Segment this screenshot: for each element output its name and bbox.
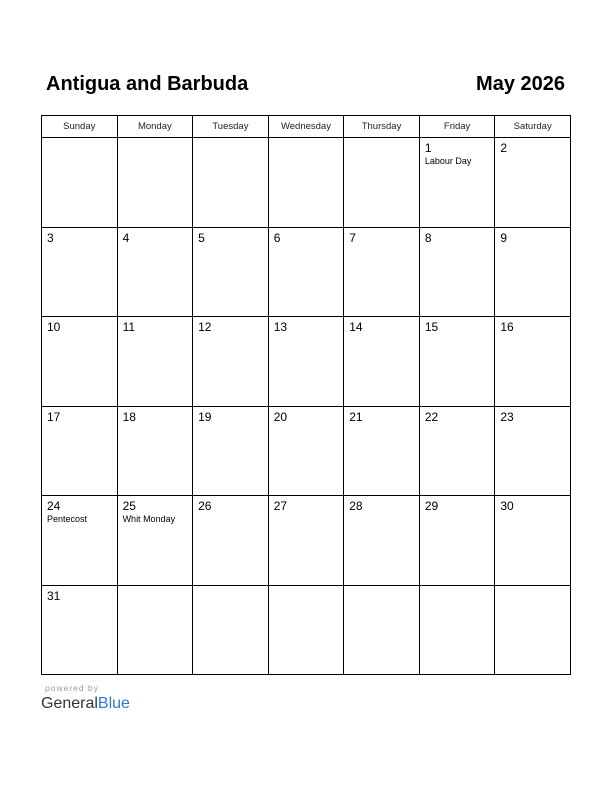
calendar-country-title: Antigua and Barbuda (46, 73, 249, 95)
calendar-day-cell (42, 406, 118, 496)
calendar-day-cell (268, 227, 344, 317)
calendar-day-cell (268, 496, 344, 586)
holiday-label: Labour Day (424, 156, 472, 166)
calendar-day-cell (495, 227, 571, 317)
calendar-day-cell (344, 585, 420, 675)
holiday-label: Whit Monday (122, 514, 176, 524)
calendar-day-cell (268, 585, 344, 675)
calendar-day-cell (419, 496, 495, 586)
calendar-day-cell (42, 227, 118, 317)
day-number: 8 (424, 230, 432, 245)
calendar-month-title: May 2026 (476, 73, 565, 95)
day-number: 17 (47, 409, 61, 424)
day-number: 4 (122, 230, 130, 245)
day-number: 2 (500, 141, 508, 155)
calendar-day-cell (193, 317, 269, 407)
weekday-header: Friday (419, 116, 495, 138)
brand-general-text: General (41, 695, 98, 712)
calendar-day-cell (344, 317, 420, 407)
calendar-week-row (42, 138, 571, 228)
brand-blue-text: Blue (97, 695, 130, 712)
calendar-day-cell (419, 317, 495, 407)
calendar-day-cell (117, 585, 193, 675)
day-number: 23 (500, 409, 514, 424)
calendar-day-cell (117, 227, 193, 317)
day-number: 7 (349, 230, 356, 245)
calendar-day-cell (268, 406, 344, 496)
day-number: 16 (500, 320, 514, 334)
calendar-day-cell (419, 585, 495, 675)
day-number: 18 (122, 409, 136, 424)
calendar-day-cell (495, 496, 571, 586)
powered-by-label: powered by (45, 683, 99, 693)
day-number: 1 (424, 141, 432, 155)
calendar-day-cell (495, 138, 571, 228)
generalblue-logo (41, 694, 130, 713)
calendar-day-cell (419, 138, 495, 228)
day-number: 20 (273, 409, 288, 424)
month-calendar-grid (41, 115, 571, 675)
day-number: 6 (273, 230, 281, 245)
calendar-week-row (42, 585, 571, 675)
day-number: 14 (349, 320, 363, 334)
weekday-header: Saturday (495, 116, 571, 138)
calendar-day-cell (344, 496, 420, 586)
day-number: 31 (47, 588, 61, 603)
calendar-day-cell (193, 406, 269, 496)
calendar-day-cell (419, 227, 495, 317)
weekday-header: Wednesday (268, 116, 344, 138)
calendar-week-row (42, 227, 571, 317)
day-number: 30 (500, 499, 514, 513)
calendar-day-cell (495, 585, 571, 675)
calendar-day-cell (495, 406, 571, 496)
day-number: 10 (47, 320, 61, 334)
calendar-day-cell (268, 317, 344, 407)
calendar-week-row (42, 406, 571, 496)
calendar-day-cell (344, 138, 420, 228)
day-number: 11 (122, 320, 136, 334)
holiday-label: Pentecost (47, 514, 88, 524)
calendar-day-cell (42, 138, 118, 228)
day-number: 25 (122, 499, 136, 513)
calendar-day-cell (117, 138, 193, 228)
day-number: 12 (198, 320, 212, 334)
calendar-day-cell (344, 406, 420, 496)
calendar-day-cell (193, 496, 269, 586)
weekday-header: Thursday (344, 116, 420, 138)
calendar-day-cell (193, 227, 269, 317)
calendar-day-cell (268, 138, 344, 228)
day-number: 27 (273, 499, 288, 513)
calendar-weeks (42, 138, 571, 675)
day-number: 29 (424, 499, 439, 513)
calendar-day-cell (193, 138, 269, 228)
calendar-day-cell (42, 585, 118, 675)
day-number: 28 (349, 499, 363, 513)
day-number: 13 (273, 320, 288, 334)
day-number: 24 (47, 499, 61, 513)
calendar-day-cell (42, 317, 118, 407)
day-number: 15 (424, 320, 439, 334)
calendar-day-cell (344, 227, 420, 317)
calendar-day-cell (117, 496, 193, 586)
calendar-day-cell (117, 406, 193, 496)
day-number: 3 (47, 230, 54, 245)
day-number: 5 (198, 230, 205, 245)
weekday-header: Monday (117, 116, 193, 138)
calendar-day-cell (495, 317, 571, 407)
calendar-day-cell (42, 496, 118, 586)
day-number: 21 (349, 409, 363, 424)
calendar-day-cell (117, 317, 193, 407)
weekday-header: Sunday (42, 116, 118, 138)
calendar-day-cell (193, 585, 269, 675)
day-number: 26 (198, 499, 212, 513)
weekday-header-row (42, 116, 571, 138)
day-number: 22 (424, 409, 439, 424)
weekday-header: Tuesday (193, 116, 269, 138)
calendar-day-cell (419, 406, 495, 496)
calendar-week-row (42, 496, 571, 586)
day-number: 19 (198, 409, 212, 424)
calendar-week-row (42, 317, 571, 407)
day-number: 9 (500, 230, 508, 245)
